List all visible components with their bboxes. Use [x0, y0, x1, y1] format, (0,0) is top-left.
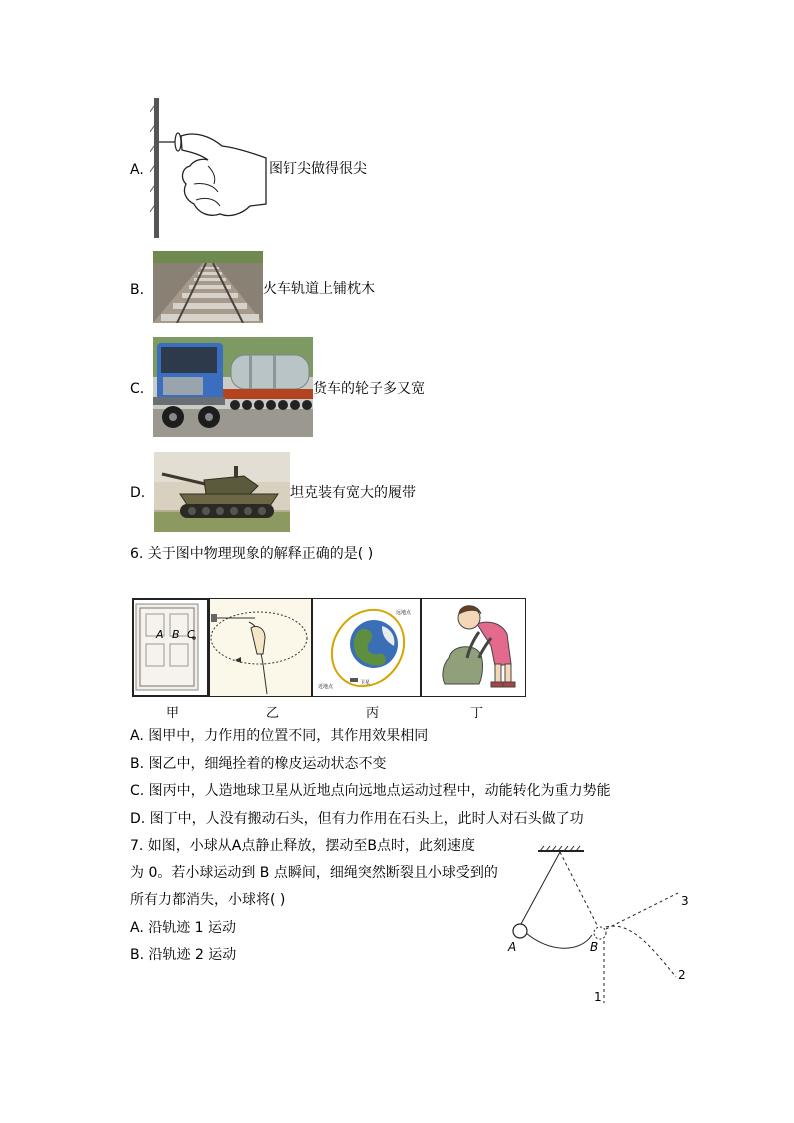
door-figure: [132, 598, 209, 697]
option-b-letter: B.: [130, 282, 145, 298]
option-b-text: 火车轨道上铺枕木: [263, 281, 375, 297]
tank-photo: [154, 452, 290, 532]
caption-jia: 甲: [166, 706, 180, 721]
caption-ding: 丁: [470, 706, 484, 721]
door-label-c: C: [187, 628, 195, 641]
q6-option-a: A. 图甲中，力作用的位置不同，其作用效果相同: [130, 728, 429, 744]
orbit-label-satellite: 卫星: [360, 680, 371, 686]
question-6-figures: [132, 598, 526, 698]
option-c-letter: C.: [130, 381, 145, 397]
q7-option-a: A. 沿轨迹 1 运动: [130, 920, 237, 936]
door-label-b: B: [172, 628, 180, 641]
satellite-orbit-figure: [312, 598, 421, 697]
thumbtack-illustration: [150, 96, 270, 240]
diagram-label-b: B: [590, 940, 599, 954]
truck-photo: [153, 337, 313, 437]
q6-option-b: B. 图乙中，细绳拴着的橡皮运动状态不变: [130, 756, 387, 772]
caption-bing: 丙: [366, 706, 380, 721]
diagram-label-a: A: [508, 940, 517, 954]
person-rock-figure: [421, 598, 526, 697]
question-6-stem: 6. 关于图中物理现象的解释正确的是( ): [130, 546, 374, 562]
q7-option-b: B. 沿轨迹 2 运动: [130, 947, 237, 963]
orbit-label-perigee: 近地点: [318, 684, 334, 690]
q6-option-c: C. 图丙中，人造地球卫星从近地点向远地点运动过程中，动能转化为重力势能: [130, 783, 611, 799]
orbit-label-apogee: 远地点: [396, 610, 412, 616]
q6-option-d: D. 图丁中，人没有搬动石头，但有力作用在石头上，此时人对石头做了功: [130, 811, 584, 827]
option-c-text: 货车的轮子多又宽: [313, 381, 425, 397]
q7-stem-line-3: 所有力都消失，小球将( ): [130, 892, 286, 908]
option-d-text: 坦克装有宽大的履带: [290, 485, 416, 501]
door-label-a: A: [156, 628, 164, 641]
q7-stem-line-1: 7. 如图，小球从A点静止释放，摆动至B点时，此刻速度: [130, 838, 475, 854]
circular-motion-figure: [209, 598, 312, 697]
diagram-label-3: 3: [681, 894, 689, 908]
diagram-label-1: 1: [594, 990, 602, 1004]
diagram-label-2: 2: [678, 968, 686, 982]
q7-stem-line-2: 为 0。若小球运动到 B 点瞬间，细绳突然断裂且小球受到的: [130, 865, 498, 881]
option-a-letter: A.: [130, 162, 144, 178]
caption-yi: 乙: [266, 706, 280, 721]
pendulum-diagram: [500, 845, 700, 1010]
option-a-text: 图钉尖做得很尖: [269, 161, 367, 177]
option-d-letter: D.: [130, 485, 146, 501]
railway-photo: [153, 251, 263, 323]
